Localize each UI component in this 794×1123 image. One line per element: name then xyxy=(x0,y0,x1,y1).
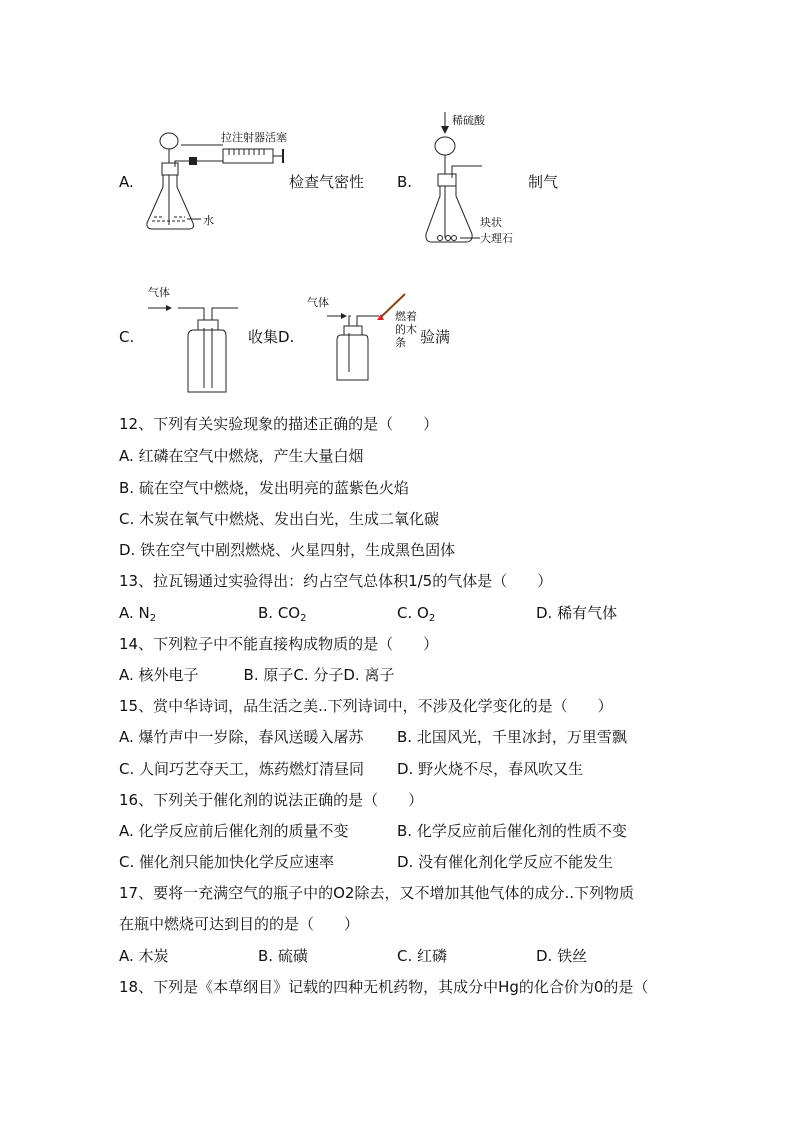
stick-label-2: 的木 xyxy=(395,323,417,336)
q17-stem-line-1: 17、要将一充满空气的瓶子中的O2除去，又不增加其他气体的成分..下列物质 xyxy=(119,884,634,902)
q16-option-c: C. 催化剂只能加快化学反应速率 xyxy=(119,853,335,871)
gas-label-c: 气体 xyxy=(148,286,170,299)
q15-option-a: A. 爆竹声中一岁除，春风送暖入屠苏 xyxy=(119,728,364,746)
q13-option-c xyxy=(397,603,435,623)
q12-option-d: D. 铁在空气中剧烈燃烧、火星四射，生成黑色固体 xyxy=(119,541,456,559)
q13-stem: 13、拉瓦锡通过实验得出：约占空气总体积1/5的气体是（ ） xyxy=(119,572,553,590)
q11-b-letter: B. xyxy=(397,173,413,191)
stick-label-1: 燃着 xyxy=(395,310,417,323)
q17-option-d: D. 铁丝 xyxy=(536,947,588,965)
q12-option-a: A. 红磷在空气中燃烧，产生大量白烟 xyxy=(119,447,364,465)
solid-label-2: 大理石 xyxy=(480,232,513,245)
q13-b-text: B. CO xyxy=(258,604,301,622)
q18-stem: 18、下列是《本草纲目》记载的四种无机药物，其成分中Hg的化合价为0的是（ xyxy=(119,978,649,996)
q17-stem-line-2: 在瓶中燃烧可达到目的的是（ ） xyxy=(119,915,360,933)
q13-option-d: D. 稀有气体 xyxy=(536,604,618,622)
q11-option-d xyxy=(305,290,425,386)
q14-stem: 14、下列粒子中不能直接构成物质的是（ ） xyxy=(119,635,439,653)
q13-b-sub: 2 xyxy=(300,613,307,624)
q12-option-b: B. 硫在空气中燃烧，发出明亮的蓝紫色火焰 xyxy=(119,479,409,497)
q11-option-c xyxy=(146,284,246,396)
q13-c-sub: 2 xyxy=(428,613,436,624)
q11-b-caption: 制气 xyxy=(528,173,559,191)
q17-option-a: A. 木炭 xyxy=(119,947,169,965)
q17-option-c: C. 红磷 xyxy=(397,947,448,965)
solid-label-1: 块状 xyxy=(480,216,502,229)
airtightness-apparatus xyxy=(119,125,409,235)
q16-option-b: B. 化学反应前后催化剂的性质不变 xyxy=(397,822,627,840)
stick-label-3: 条 xyxy=(395,336,406,349)
q15-option-d: D. 野火烧不尽，春风吹又生 xyxy=(397,760,584,778)
q14-options: A. 核外电子 B. 原子C. 分子D. 离子 xyxy=(119,666,395,684)
gas-collection-bottle xyxy=(146,284,246,396)
q17-option-b: B. 硫磺 xyxy=(258,947,308,965)
q15-option-b: B. 北国风光，千里冰封，万里雪飘 xyxy=(397,728,627,746)
gas-label-d: 气体 xyxy=(307,296,329,309)
q11-a-caption: 检查气密性 xyxy=(289,173,365,191)
q13-a-sub: 2 xyxy=(149,613,157,624)
q13-a-text: A. N xyxy=(119,604,150,622)
q13-c-text: C. O xyxy=(397,604,429,622)
q12-option-c: C. 木炭在氧气中燃烧、发出白光，生成二氧化碳 xyxy=(119,510,440,528)
q15-stem: 15、赏中华诗词，品生活之美..下列诗词中，不涉及化学变化的是（ ） xyxy=(119,697,613,715)
q11-a-letter: A. xyxy=(119,173,134,191)
syringe-label: 拉注射器活塞 xyxy=(221,131,287,144)
acid-label: 稀硫酸 xyxy=(452,114,485,127)
q11-d-caption: 验满 xyxy=(420,328,451,346)
q11-d-letter: D. xyxy=(278,328,295,346)
q11-option-a xyxy=(119,125,409,235)
q13-option-a xyxy=(119,603,156,623)
q15-option-c: C. 人间巧艺夺天工，炼药燃灯清昼同 xyxy=(119,760,365,778)
q16-option-d: D. 没有催化剂化学反应不能发生 xyxy=(397,853,614,871)
q16-stem: 16、下列关于催化剂的说法正确的是（ ） xyxy=(119,791,424,809)
q13-option-b xyxy=(258,603,306,623)
q16-option-a: A. 化学反应前后催化剂的质量不变 xyxy=(119,822,349,840)
water-label: 水 xyxy=(203,214,214,227)
q12-stem: 12、下列有关实验现象的描述正确的是（ ） xyxy=(119,415,439,433)
gas-full-test-apparatus xyxy=(305,290,425,386)
q11-c-caption: 收集 xyxy=(248,328,279,346)
q11-c-letter: C. xyxy=(119,328,135,346)
